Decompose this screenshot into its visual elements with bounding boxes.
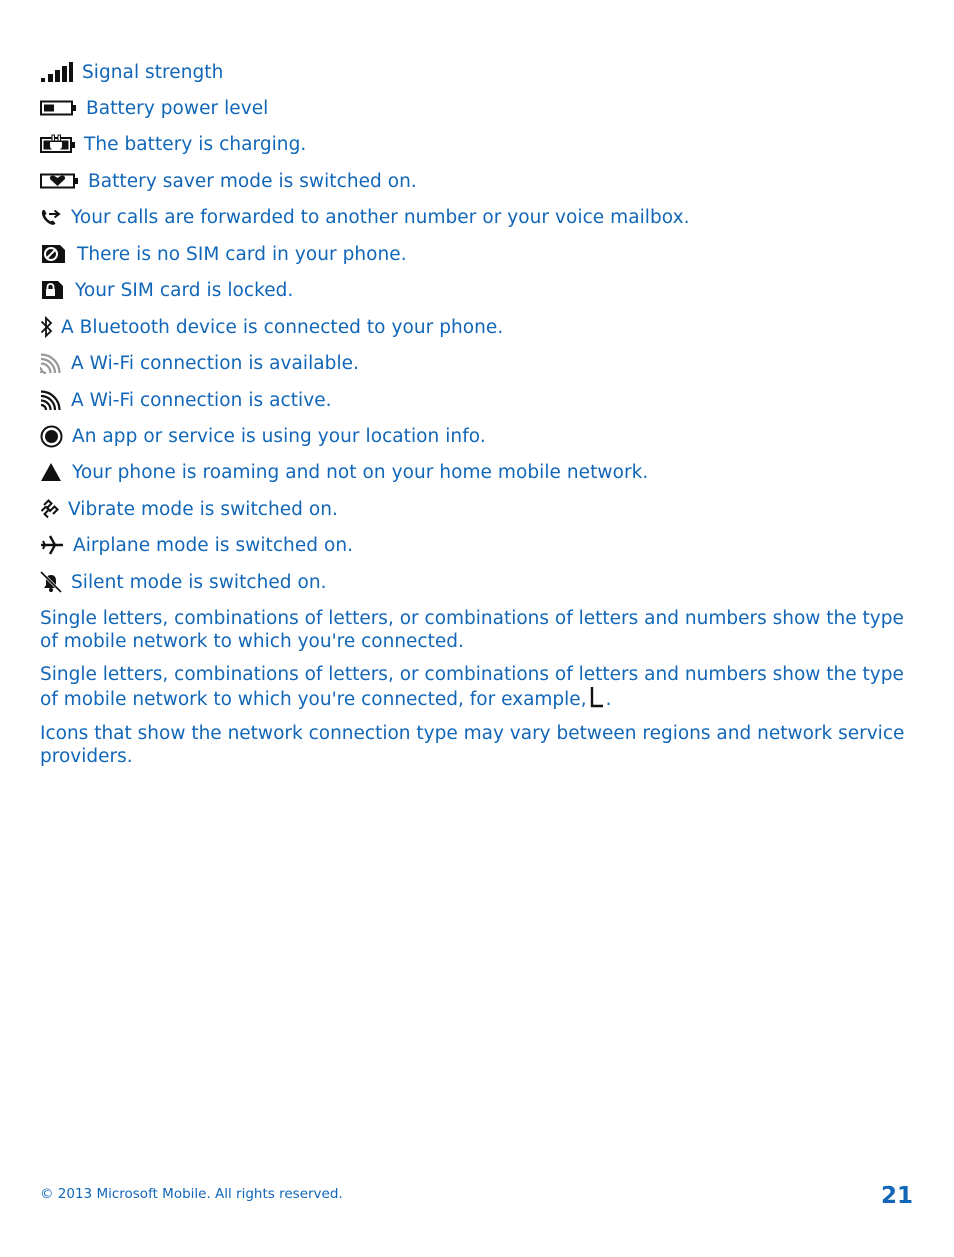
status-item [40,532,353,558]
wifi-active-icon [40,389,63,411]
bluetooth-icon [40,315,53,339]
status-item-label: Your calls are forwarded to another number or your voice mailbox. [71,206,690,228]
battery-level-icon [40,100,78,116]
status-item [40,459,648,485]
status-item [40,314,503,340]
regional-note-paragraph: Icons that show the network connection type may vary between regions and network service providers. [40,723,905,767]
network-example-paragraph [40,663,920,714]
status-item-label: Silent mode is switched on. [71,571,327,593]
status-item [40,569,327,595]
call-forward-icon [40,207,62,227]
airplane-icon [40,533,64,557]
status-item-label: Battery saver mode is switched on. [88,170,417,192]
status-item [40,59,223,85]
network-type-paragraph: Single letters, combinations of letters, or combinations of letters and numbers show the type of mobile network to which you're connected. [40,608,904,652]
network-example-text: Single letters, combinations of letters, or combinations of letters and numbers show the type of mobile network to which you're connected, for example, [40,664,904,710]
vibrate-icon [40,498,60,520]
status-item-label: Battery power level [86,97,269,119]
wifi-available-icon [40,352,63,374]
battery-saver-icon [40,173,80,189]
status-item [40,95,268,121]
status-item-label: A Wi-Fi connection is available. [71,352,360,374]
status-item-label: Signal strength [82,61,224,83]
status-item [40,387,332,413]
battery-charging-icon [40,134,76,154]
status-item-label: An app or service is using your location info. [72,425,486,447]
roaming-icon [40,462,62,482]
status-item [40,277,293,303]
lte-l-icon [590,686,604,714]
status-item [40,131,306,157]
silent-icon [40,571,62,593]
status-item-label: There is no SIM card in your phone. [77,243,407,265]
status-item-label: Your phone is roaming and not on your home mobile network. [72,461,649,483]
status-item [40,350,359,376]
status-item [40,423,486,449]
status-item [40,241,407,267]
status-item [40,496,338,522]
sim-locked-icon [40,279,65,301]
status-item-label: A Wi-Fi connection is active. [71,389,332,411]
no-sim-icon [40,243,67,265]
status-item-label: Vibrate mode is switched on. [68,498,338,520]
status-item-label: The battery is charging. [84,133,307,155]
signal-strength-icon [40,61,74,83]
status-item-label: A Bluetooth device is connected to your phone. [61,316,504,338]
network-example-suffix: . [605,689,612,710]
status-item-label: Your SIM card is locked. [75,279,294,301]
copyright-notice: © 2013 Microsoft Mobile. All rights reserved. [40,1186,343,1202]
status-item [40,168,417,194]
status-item [40,204,690,230]
status-item-label: Airplane mode is switched on. [73,534,354,556]
location-icon [40,425,63,448]
page-number: 21 [880,1183,913,1209]
